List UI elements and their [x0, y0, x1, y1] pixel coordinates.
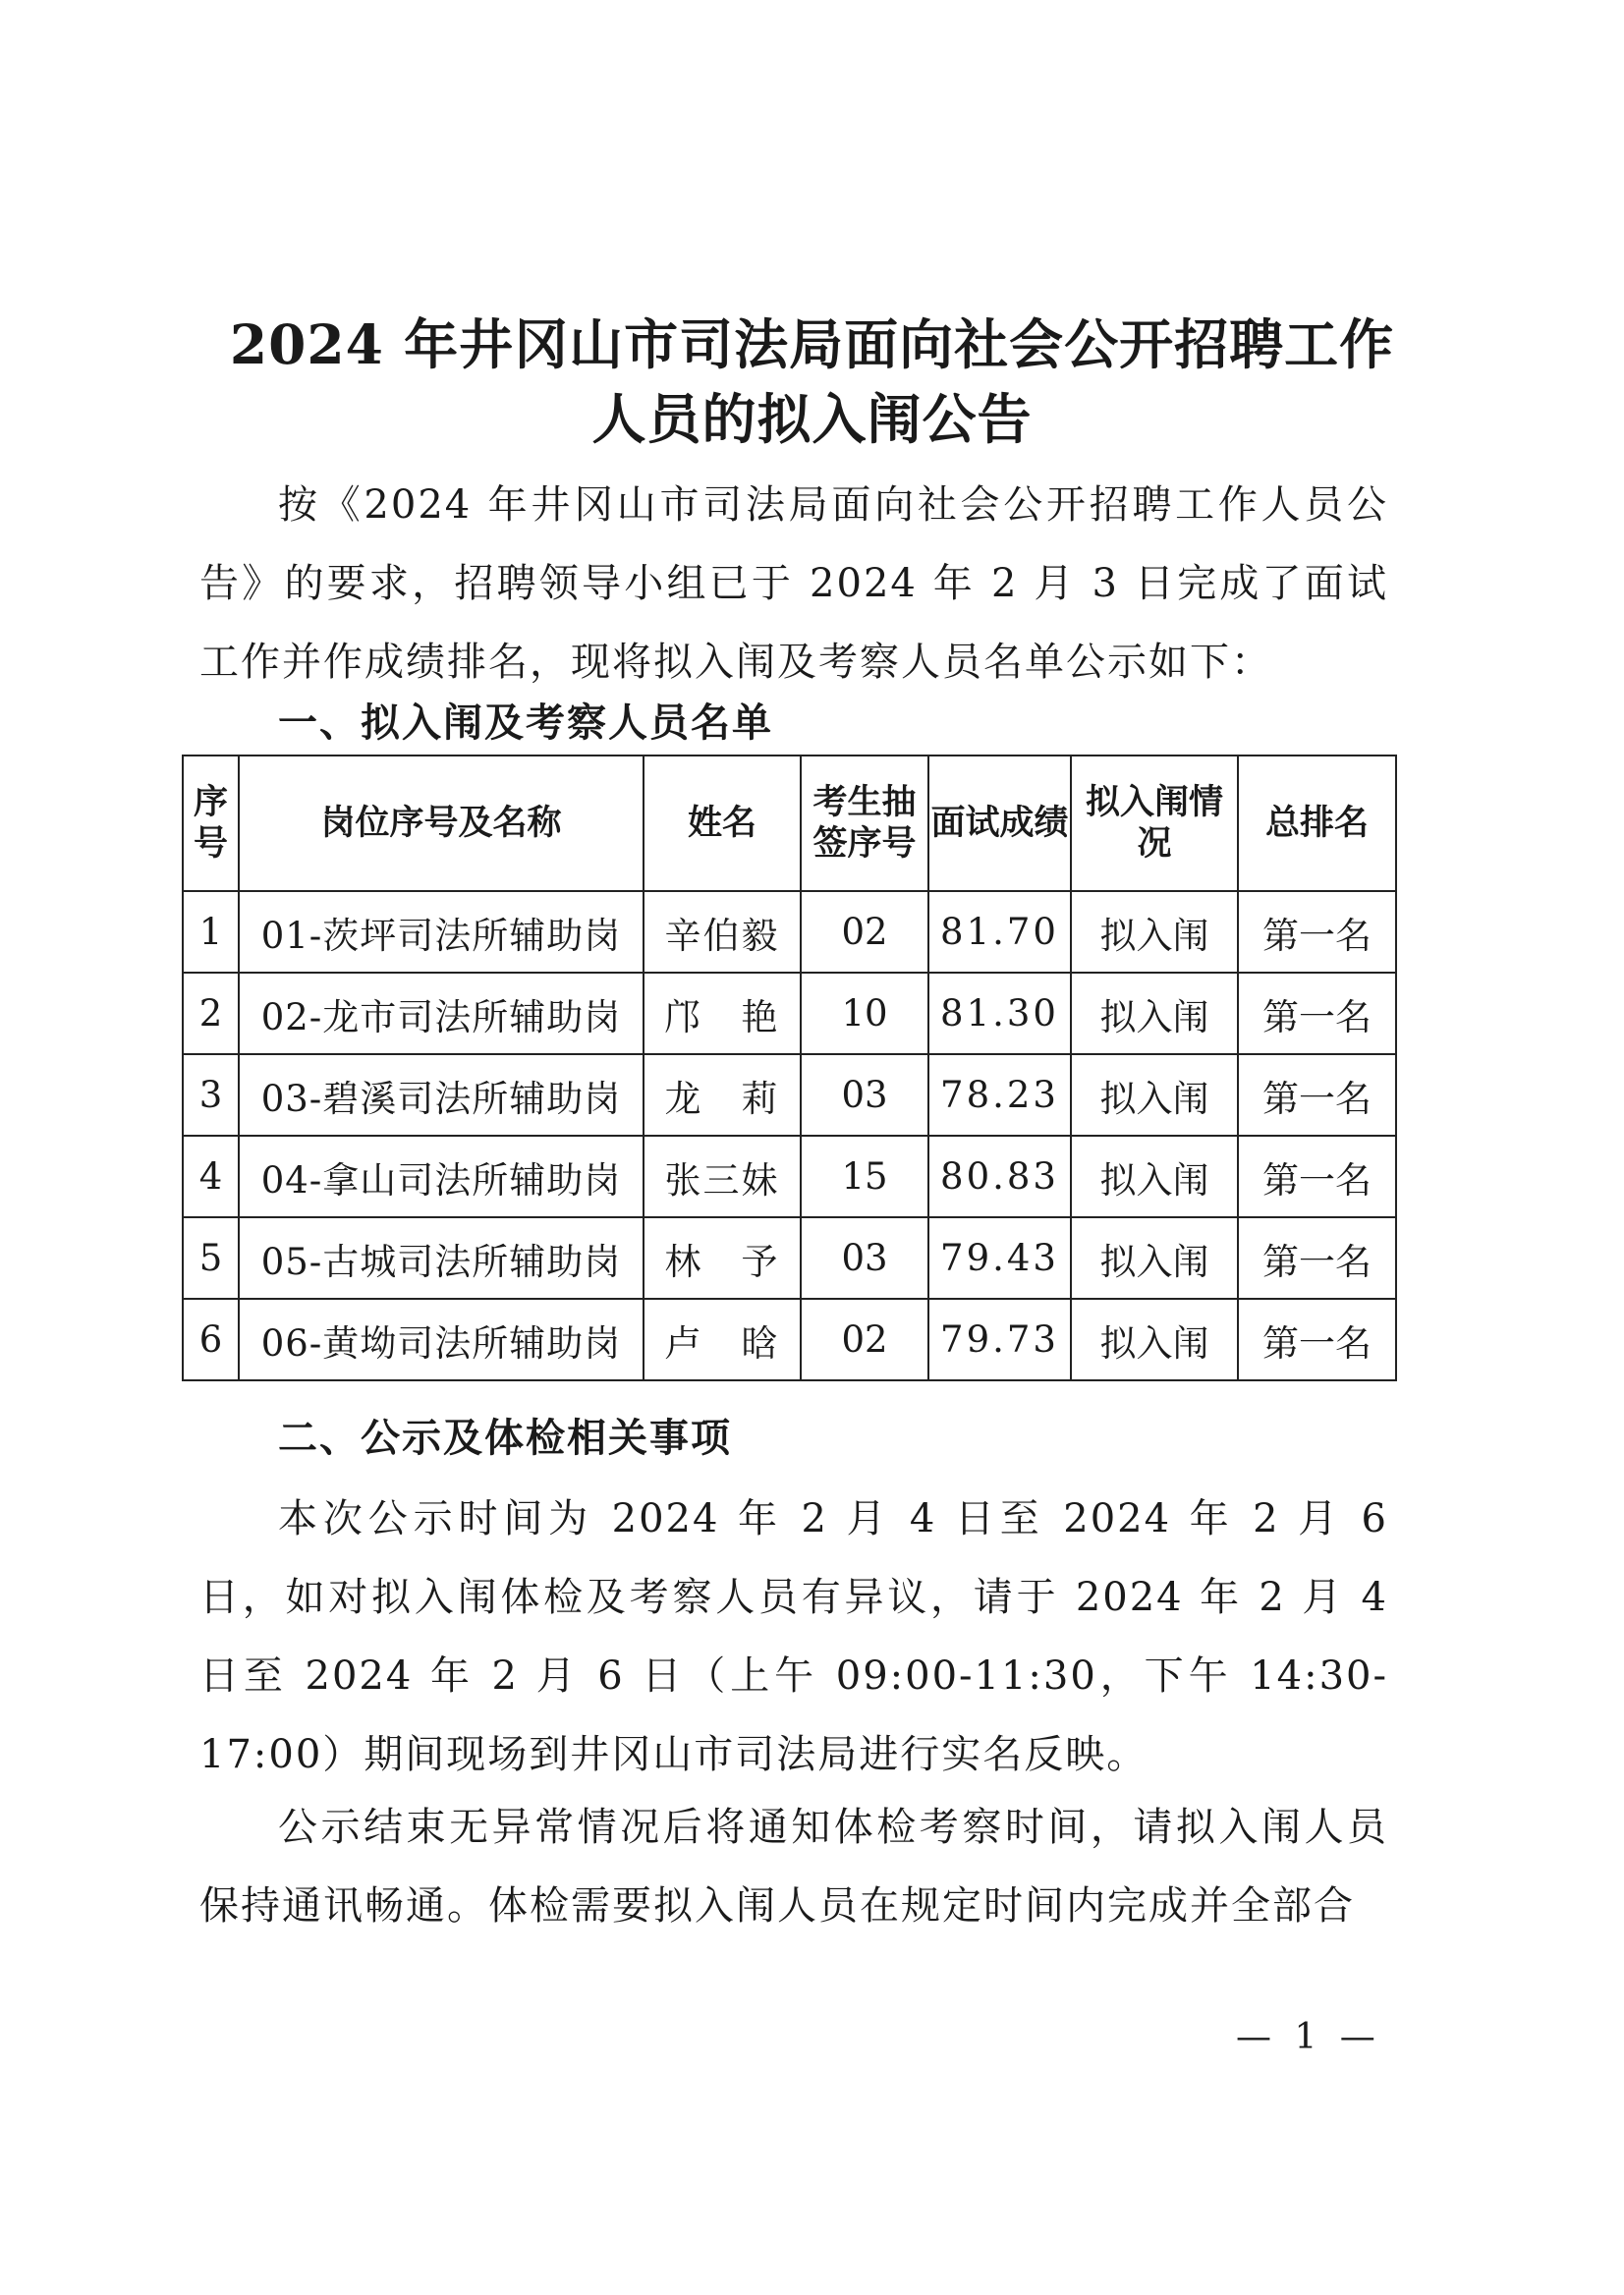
cell-post: 02-龙市司法所辅助岗 — [239, 973, 644, 1054]
cell-index: 1 — [183, 891, 239, 973]
notice-paragraph-1: 本次公示时间为 2024 年 2 月 4 日至 2024 年 2 月 6 日，如对拟入闱体检及考察人员有异议，请于 2024 年 2 月 4 日至 2024 年 2 月 6 日（上午 09:00-11:30，下午 14:30-17:00）期间现场到井冈山市司法局进行实名反映。 — [199, 1496, 1388, 1777]
header-name: 姓名 — [644, 756, 801, 891]
cell-status: 拟入闱 — [1071, 891, 1238, 973]
cell-status: 拟入闱 — [1071, 1217, 1238, 1299]
cell-post: 05-古城司法所辅助岗 — [239, 1217, 644, 1299]
document-title-line2: 人员的拟入闱公告 — [591, 387, 1033, 451]
cell-draw-number: 10 — [801, 973, 928, 1054]
cell-draw-number: 03 — [801, 1217, 928, 1299]
cell-name: 辛伯毅 — [644, 891, 801, 973]
cell-rank: 第一名 — [1238, 1299, 1396, 1380]
cell-status: 拟入闱 — [1071, 973, 1238, 1054]
header-index: 序号 — [183, 756, 239, 891]
table-row — [183, 973, 1396, 1054]
cell-post: 04-拿山司法所辅助岗 — [239, 1136, 644, 1217]
section2-heading: 二、公示及体检相关事项 — [278, 1415, 732, 1461]
table-row — [183, 1136, 1396, 1217]
cell-index: 6 — [183, 1299, 239, 1380]
cell-index: 2 — [183, 973, 239, 1054]
table-row — [183, 1054, 1396, 1136]
cell-score: 81.70 — [928, 891, 1071, 973]
document-title-line1: 2024 年井冈山市司法局面向社会公开招聘工作 — [229, 312, 1395, 376]
cell-score: 78.23 — [928, 1054, 1071, 1136]
cell-rank: 第一名 — [1238, 1136, 1396, 1217]
header-draw-number: 考生抽签序号 — [801, 756, 928, 891]
notice-paragraph-2: 公示结束无异常情况后将通知体检考察时间，请拟入闱人员保持通讯畅通。体检需要拟入闱人员在规定时间内完成并全部合 — [199, 1805, 1388, 1929]
cell-status: 拟入闱 — [1071, 1299, 1238, 1380]
candidate-table — [182, 755, 1397, 1381]
cell-name: 卢 晗 — [644, 1299, 801, 1380]
cell-name: 林 予 — [644, 1217, 801, 1299]
cell-rank: 第一名 — [1238, 1217, 1396, 1299]
header-interview-score: 面试成绩 — [928, 756, 1071, 891]
cell-post: 06-黄坳司法所辅助岗 — [239, 1299, 644, 1380]
table-row — [183, 1217, 1396, 1299]
cell-status: 拟入闱 — [1071, 1136, 1238, 1217]
table-row — [183, 891, 1396, 973]
cell-score: 79.73 — [928, 1299, 1071, 1380]
cell-name: 龙 莉 — [644, 1054, 801, 1136]
cell-rank: 第一名 — [1238, 1054, 1396, 1136]
table-row — [183, 1299, 1396, 1380]
cell-draw-number: 15 — [801, 1136, 928, 1217]
page-number: — 1 — — [1236, 2017, 1381, 2057]
cell-index: 4 — [183, 1136, 239, 1217]
cell-name: 邝 艳 — [644, 973, 801, 1054]
cell-draw-number: 03 — [801, 1054, 928, 1136]
cell-status: 拟入闱 — [1071, 1054, 1238, 1136]
cell-rank: 第一名 — [1238, 973, 1396, 1054]
header-status: 拟入闱情况 — [1071, 756, 1238, 891]
intro-paragraph: 按《2024 年井冈山市司法局面向社会公开招聘工作人员公告》的要求，招聘领导小组已于 2024 年 2 月 3 日完成了面试工作并作成绩排名，现将拟入闱及考察人员名单公示如下： — [199, 482, 1388, 685]
section1-heading: 一、拟入闱及考察人员名单 — [278, 700, 773, 746]
cell-draw-number: 02 — [801, 1299, 928, 1380]
cell-index: 5 — [183, 1217, 239, 1299]
cell-rank: 第一名 — [1238, 891, 1396, 973]
cell-score: 79.43 — [928, 1217, 1071, 1299]
cell-index: 3 — [183, 1054, 239, 1136]
table-header-row — [183, 756, 1396, 891]
cell-score: 80.83 — [928, 1136, 1071, 1217]
cell-name: 张三妹 — [644, 1136, 801, 1217]
cell-post: 03-碧溪司法所辅助岗 — [239, 1054, 644, 1136]
cell-score: 81.30 — [928, 973, 1071, 1054]
cell-draw-number: 02 — [801, 891, 928, 973]
header-post: 岗位序号及名称 — [239, 756, 644, 891]
cell-post: 01-茨坪司法所辅助岗 — [239, 891, 644, 973]
header-rank: 总排名 — [1238, 756, 1396, 891]
